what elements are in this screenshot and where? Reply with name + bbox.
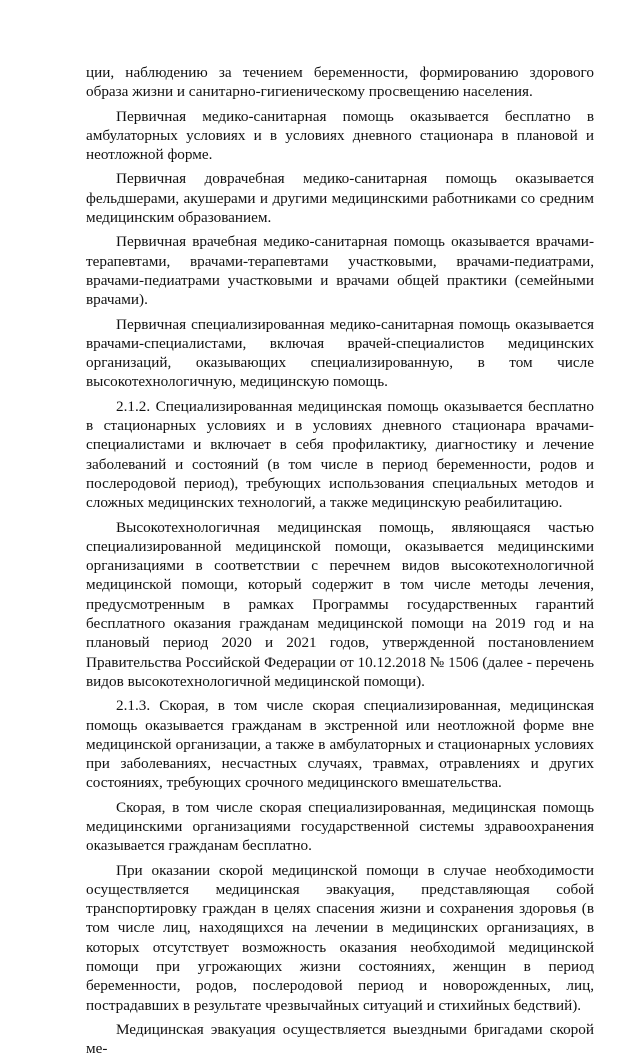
paragraph-1: ции, наблюдению за течением беременности, формированию здорового образа жизни и санитарно-гигиеническому просвещению населения.: [86, 64, 594, 101]
paragraph-10: При оказании скорой медицинской помощи в случае необходимости осуществляется медицинская эвакуация, представляющая собой транспортировку граждан в целях спасения жизни и сохранения здоровья (в том числе лиц, находящихся на лечении в медицинских организациях, в которых отсутствует возможность оказания необходимой медицинской помощи при угрожающих жизни состояниях, женщин в период беременности, родов, послеродовой период и новорожденных, лиц, пострадавших в результате чрезвычайных ситуаций и стихийных бедствий).: [86, 861, 594, 1014]
paragraph-2: Первичная медико-санитарная помощь оказывается бесплатно в амбулаторных условиях и в условиях дневного стационара в плановой и неотложной форме.: [86, 107, 594, 164]
paragraph-6: 2.1.2. Специализированная медицинская помощь оказывается бесплатно в стационарных условиях и в условиях дневного стационара врачами-специалистами и включает в себя профилактику, диагностику и лечение заболеваний и состояний (в том числе в период беременности, родов и послеродовой период), требующих использования специальных методов и сложных медицинских технологий, а также медицинскую реабилитацию.: [86, 397, 594, 512]
paragraph-9: Скорая, в том числе скорая специализированная, медицинская помощь медицинскими организациями государственной системы здравоохранения оказывается гражданам бесплатно.: [86, 798, 594, 855]
paragraph-8: 2.1.3. Скорая, в том числе скорая специализированная, медицинская помощь оказывается гражданам в экстренной или неотложной форме вне медицинской организации, а также в амбулаторных и стационарных условиях при заболеваниях, несчастных случаях, травмах, отравлениях и других состояниях, требующих срочного медицинского вмешательства.: [86, 697, 594, 792]
paragraph-7: Высокотехнологичная медицинская помощь, являющаяся частью специализированной медицинской помощи, оказывается медицинскими организациями в соответствии с перечнем видов высокотехнологичной медицинской помощи, который содержит в том числе методы лечения, предусмотренным в рамках Программы государственных гарантий бесплатного оказания гражданам медицинской помощи на 2019 год и на плановый период 2020 и 2021 годов, утвержденной постановлением Правительства Российской Федерации от 10.12.2018 № 1506 (далее - перечень видов высокотехнологичной медицинской помощи).: [86, 518, 594, 690]
paragraph-4: Первичная врачебная медико-санитарная помощь оказывается врачами-терапевтами, врачами-терапевтами участковыми, врачами-педиатрами, врачами-педиатрами участковыми и врачами общей практики (семейными врачами).: [86, 233, 594, 309]
paragraph-3: Первичная доврачебная медико-санитарная помощь оказывается фельдшерами, акушерами и другими медицинскими работниками со средним медицинским образованием.: [86, 170, 594, 227]
paragraph-11: Медицинская эвакуация осуществляется выездными бригадами скорой ме-: [86, 1020, 594, 1058]
document-body: [86, 63, 594, 1059]
paragraph-5: Первичная специализированная медико-санитарная помощь оказывается врачами-специалистами, включая врачей-специалистов медицинских организаций, оказывающих специализированную, в том числе высокотехнологичную, медицинскую помощь.: [86, 315, 594, 391]
